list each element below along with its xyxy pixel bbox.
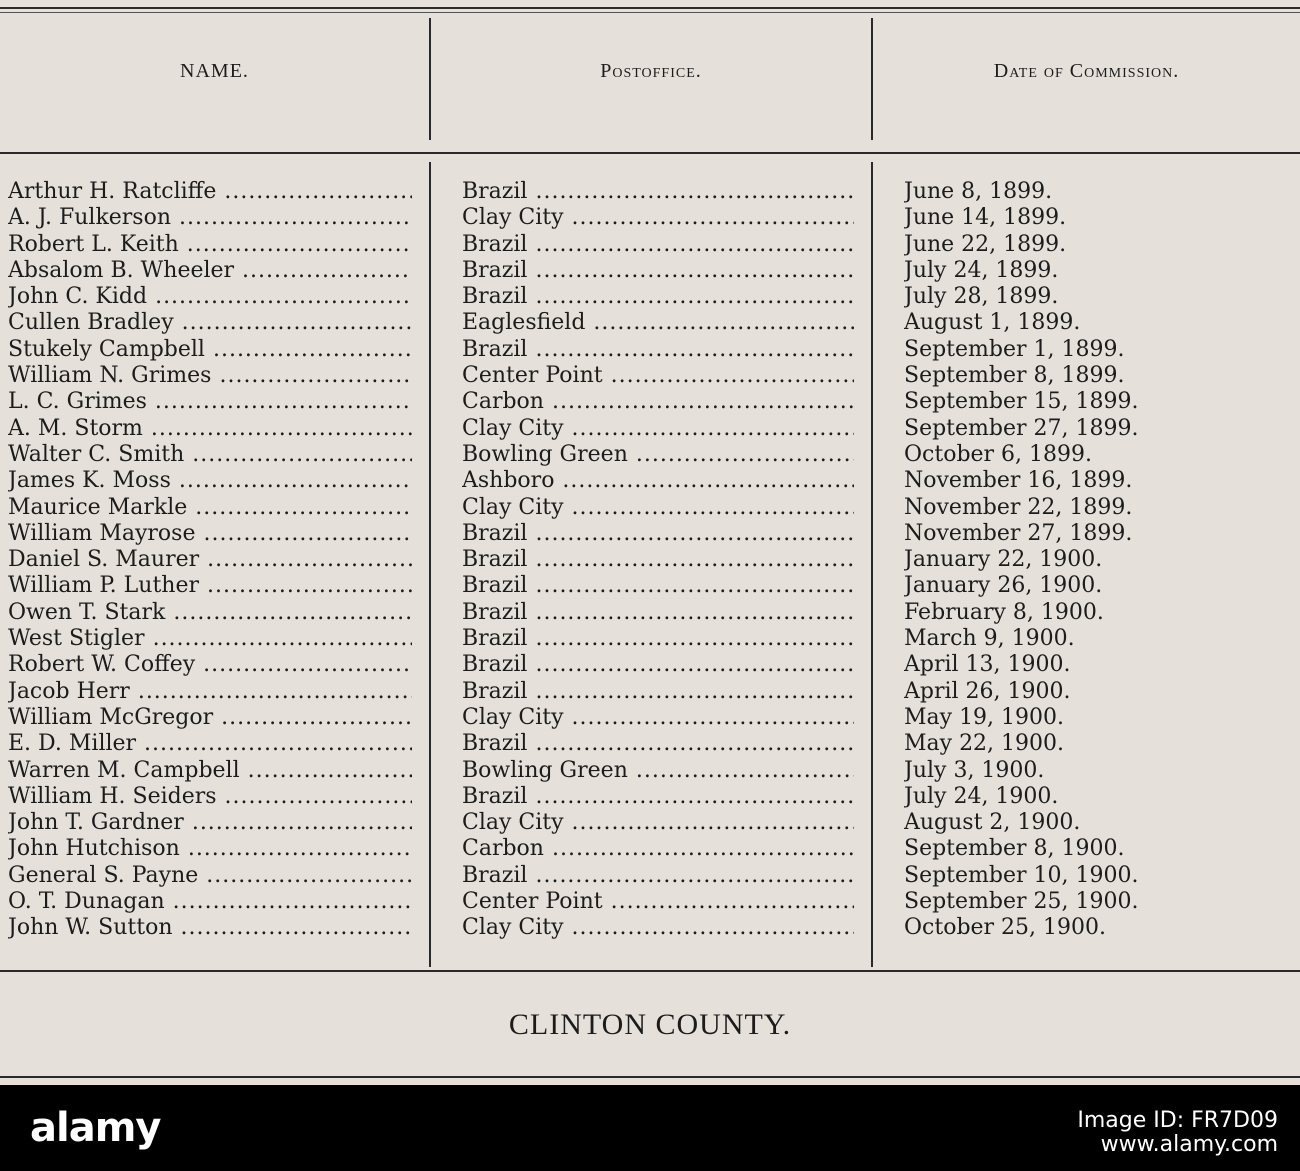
- name-cell-text: John C. Kidd: [8, 284, 148, 310]
- leader-dots: [198, 863, 412, 888]
- date-cell: [904, 758, 1294, 784]
- leader-dots: [184, 442, 412, 467]
- postoffice-cell-text: Center Point: [462, 889, 603, 915]
- postoffice-cell: [462, 705, 854, 731]
- leader-dots: [234, 258, 412, 283]
- leader-dots: [217, 784, 412, 809]
- postoffice-cell: [462, 889, 854, 915]
- leader-dots: [527, 573, 854, 598]
- name-cell-text: William McGregor: [8, 704, 214, 730]
- name-cell: [8, 468, 412, 494]
- leader-dots: [564, 205, 854, 230]
- name-cell-text: William Mayrose: [8, 520, 196, 546]
- column-header-postoffice: Postoffice.: [600, 60, 702, 82]
- alamy-logo: alamy: [30, 1105, 161, 1151]
- leader-dots: [165, 600, 412, 625]
- leader-dots: [628, 758, 854, 783]
- date-cell-text: September 10, 1900.: [904, 862, 1139, 888]
- postoffice-cell: [462, 652, 854, 678]
- name-column: [8, 179, 412, 942]
- postoffice-cell: [462, 547, 854, 573]
- leader-dots: [136, 731, 412, 756]
- name-cell-text: Warren M. Campbell: [8, 757, 240, 783]
- postoffice-cell: [462, 389, 854, 415]
- date-cell-text: June 14, 1899.: [904, 205, 1067, 231]
- date-column: [904, 179, 1294, 942]
- postoffice-cell: [462, 363, 854, 389]
- name-cell: [8, 573, 412, 599]
- postoffice-cell: [462, 258, 854, 284]
- date-cell-text: April 26, 1900.: [904, 678, 1071, 704]
- name-cell: [8, 416, 412, 442]
- leader-dots: [205, 337, 412, 362]
- postoffice-cell-text: Brazil: [462, 179, 528, 204]
- name-cell-text: O. T. Dunagan: [8, 889, 165, 915]
- name-cell: [8, 442, 412, 468]
- name-cell: [8, 205, 412, 231]
- leader-dots: [527, 337, 854, 362]
- date-cell: [904, 705, 1294, 731]
- postoffice-cell-text: Center Point: [462, 363, 603, 389]
- date-cell-text: July 3, 1900.: [904, 757, 1045, 783]
- name-cell: [8, 258, 412, 284]
- leader-dots: [603, 363, 854, 388]
- leader-dots: [165, 889, 412, 914]
- name-cell-text: Absalom B. Wheeler: [8, 257, 235, 283]
- date-cell: [904, 310, 1294, 336]
- name-cell-text: Arthur H. Ratcliffe: [8, 179, 217, 204]
- image-id-text: Image ID: FR7D09: [1077, 1108, 1278, 1133]
- date-cell-text: July 24, 1900.: [904, 783, 1059, 809]
- name-cell: [8, 363, 412, 389]
- name-cell: [8, 863, 412, 889]
- leader-dots: [527, 232, 854, 257]
- leader-dots: [564, 495, 854, 520]
- name-cell: [8, 521, 412, 547]
- postoffice-cell: [462, 626, 854, 652]
- postoffice-cell: [462, 179, 854, 205]
- leader-dots: [195, 521, 412, 546]
- date-cell: [904, 232, 1294, 258]
- postoffice-cell: [462, 284, 854, 310]
- postoffice-cell-text: Brazil: [462, 652, 528, 678]
- date-cell: [904, 652, 1294, 678]
- name-cell-text: Walter C. Smith: [8, 441, 185, 467]
- date-cell-text: June 8, 1899.: [904, 179, 1053, 204]
- name-cell: [8, 731, 412, 757]
- date-cell-text: July 24, 1899.: [904, 257, 1059, 283]
- date-cell: [904, 442, 1294, 468]
- postoffice-cell-text: Brazil: [462, 573, 528, 599]
- postoffice-cell-text: Eaglesfield: [462, 310, 586, 336]
- postoffice-cell-text: Clay City: [462, 205, 564, 231]
- leader-dots: [147, 284, 412, 309]
- date-cell: [904, 337, 1294, 363]
- date-cell: [904, 836, 1294, 862]
- leader-dots: [527, 600, 854, 625]
- date-cell: [904, 626, 1294, 652]
- postoffice-cell-text: Brazil: [462, 336, 528, 362]
- postoffice-cell: [462, 521, 854, 547]
- postoffice-cell-text: Brazil: [462, 257, 528, 283]
- postoffice-cell: [462, 573, 854, 599]
- postoffice-cell: [462, 915, 854, 941]
- date-cell: [904, 731, 1294, 757]
- postoffice-cell: [462, 495, 854, 521]
- postoffice-cell: [462, 836, 854, 862]
- leader-dots: [527, 284, 854, 309]
- date-cell-text: September 1, 1899.: [904, 336, 1125, 362]
- column-header-date: Date of Commission.: [993, 60, 1180, 82]
- date-cell: [904, 810, 1294, 836]
- postoffice-cell: [462, 310, 854, 336]
- column-header-name: NAME.: [180, 60, 249, 82]
- leader-dots: [130, 679, 412, 704]
- name-cell: [8, 626, 412, 652]
- postoffice-cell-text: Bowling Green: [462, 441, 628, 467]
- name-cell-text: William H. Seiders: [8, 783, 217, 809]
- name-cell-text: William N. Grimes: [8, 363, 212, 389]
- name-cell-text: L. C. Grimes: [8, 389, 147, 415]
- postoffice-cell-text: Brazil: [462, 731, 528, 757]
- leader-dots: [564, 705, 854, 730]
- leader-dots: [143, 416, 412, 441]
- name-cell: [8, 389, 412, 415]
- date-cell: [904, 863, 1294, 889]
- name-cell-text: West Stigler: [8, 626, 145, 652]
- leader-dots: [628, 442, 854, 467]
- postoffice-cell-text: Brazil: [462, 626, 528, 652]
- postoffice-cell-text: Clay City: [462, 415, 564, 441]
- county-heading: CLINTON COUNTY.: [508, 1008, 792, 1041]
- postoffice-cell: [462, 758, 854, 784]
- date-cell-text: November 27, 1899.: [904, 520, 1133, 546]
- date-cell-text: October 6, 1899.: [904, 441, 1093, 467]
- leader-dots: [527, 863, 854, 888]
- name-cell-text: Owen T. Stark: [8, 599, 166, 625]
- date-cell: [904, 521, 1294, 547]
- postoffice-cell-text: Ashboro: [462, 468, 555, 494]
- leader-dots: [179, 232, 412, 257]
- postoffice-cell: [462, 784, 854, 810]
- leader-dots: [199, 547, 412, 572]
- name-cell: [8, 495, 412, 521]
- name-cell: [8, 705, 412, 731]
- date-cell: [904, 600, 1294, 626]
- name-cell-text: Daniel S. Maurer: [8, 547, 200, 573]
- date-cell-text: September 25, 1900.: [904, 889, 1139, 915]
- leader-dots: [195, 652, 412, 677]
- postoffice-cell: [462, 232, 854, 258]
- name-cell-text: Robert L. Keith: [8, 231, 179, 257]
- leader-dots: [527, 179, 854, 204]
- name-cell-text: James K. Moss: [8, 468, 171, 494]
- name-cell-text: John W. Sutton: [8, 915, 173, 941]
- name-cell: [8, 836, 412, 862]
- leader-dots: [145, 626, 412, 651]
- name-cell-text: General S. Payne: [8, 862, 199, 888]
- bottom-rule: [0, 1076, 1300, 1078]
- name-cell-text: Jacob Herr: [8, 678, 130, 704]
- name-cell-text: A. M. Storm: [8, 415, 143, 441]
- name-cell: [8, 337, 412, 363]
- leader-dots: [527, 679, 854, 704]
- date-cell: [904, 468, 1294, 494]
- name-cell-text: Cullen Bradley: [8, 310, 174, 336]
- name-cell: [8, 652, 412, 678]
- date-cell: [904, 284, 1294, 310]
- date-cell-text: February 8, 1900.: [904, 599, 1104, 625]
- date-cell-text: August 2, 1900.: [904, 810, 1081, 836]
- leader-dots: [527, 258, 854, 283]
- postoffice-cell-text: Brazil: [462, 284, 528, 310]
- postoffice-cell-text: Brazil: [462, 599, 528, 625]
- leader-dots: [527, 784, 854, 809]
- name-cell-text: John T. Gardner: [8, 810, 184, 836]
- date-cell: [904, 205, 1294, 231]
- leader-dots: [171, 468, 412, 493]
- date-cell-text: September 15, 1899.: [904, 389, 1139, 415]
- date-cell: [904, 363, 1294, 389]
- leader-dots: [544, 836, 854, 861]
- postoffice-cell: [462, 731, 854, 757]
- name-cell-text: William P. Luther: [8, 573, 199, 599]
- date-cell-text: May 22, 1900.: [904, 731, 1065, 757]
- postoffice-cell: [462, 863, 854, 889]
- leader-dots: [174, 310, 412, 335]
- date-cell-text: September 27, 1899.: [904, 415, 1139, 441]
- name-cell: [8, 889, 412, 915]
- postoffice-cell-text: Carbon: [462, 389, 544, 415]
- date-cell: [904, 889, 1294, 915]
- leader-dots: [240, 758, 412, 783]
- postoffice-cell: [462, 679, 854, 705]
- postoffice-cell-text: Clay City: [462, 494, 564, 520]
- postoffice-cell-text: Brazil: [462, 862, 528, 888]
- leader-dots: [603, 889, 854, 914]
- postoffice-cell: [462, 205, 854, 231]
- date-cell-text: October 25, 1900.: [904, 915, 1107, 941]
- postoffice-cell: [462, 468, 854, 494]
- name-cell: [8, 784, 412, 810]
- name-cell: [8, 232, 412, 258]
- name-cell: [8, 310, 412, 336]
- postoffice-cell-text: Brazil: [462, 520, 528, 546]
- leader-dots: [585, 310, 854, 335]
- leader-dots: [184, 810, 412, 835]
- image-id: [1077, 1109, 1278, 1157]
- date-cell-text: September 8, 1900.: [904, 836, 1125, 862]
- leader-dots: [180, 836, 412, 861]
- postoffice-cell-text: Brazil: [462, 783, 528, 809]
- top-rule-thin: [0, 12, 1300, 13]
- postoffice-column: [462, 179, 854, 942]
- postoffice-cell: [462, 600, 854, 626]
- leader-dots: [216, 179, 412, 204]
- name-cell: [8, 547, 412, 573]
- name-cell-text: E. D. Miller: [8, 731, 137, 757]
- name-cell-text: Stukely Campbell: [8, 336, 205, 362]
- leader-dots: [211, 363, 412, 388]
- leader-dots: [213, 705, 412, 730]
- leader-dots: [564, 416, 854, 441]
- leader-dots: [527, 652, 854, 677]
- name-cell-text: Maurice Markle: [8, 494, 188, 520]
- postoffice-cell: [462, 337, 854, 363]
- postoffice-cell-text: Clay City: [462, 810, 564, 836]
- date-cell: [904, 389, 1294, 415]
- postoffice-cell-text: Brazil: [462, 231, 528, 257]
- date-cell-text: November 16, 1899.: [904, 468, 1133, 494]
- date-cell-text: April 13, 1900.: [904, 652, 1071, 678]
- date-cell: [904, 784, 1294, 810]
- leader-dots: [544, 389, 854, 414]
- leader-dots: [564, 915, 854, 940]
- date-cell-text: August 1, 1899.: [904, 310, 1081, 336]
- date-cell: [904, 573, 1294, 599]
- header-rule: [0, 152, 1300, 154]
- watermark-footer: [0, 1085, 1300, 1171]
- name-cell-text: Robert W. Coffey: [8, 652, 196, 678]
- date-cell-text: July 28, 1899.: [904, 284, 1059, 310]
- name-cell: [8, 284, 412, 310]
- postoffice-cell-text: Brazil: [462, 547, 528, 573]
- postoffice-cell: [462, 416, 854, 442]
- leader-dots: [171, 205, 412, 230]
- leader-dots: [564, 810, 854, 835]
- name-cell: [8, 679, 412, 705]
- date-cell-text: January 22, 1900.: [904, 547, 1103, 573]
- name-cell: [8, 600, 412, 626]
- date-cell-text: September 8, 1899.: [904, 363, 1125, 389]
- postoffice-cell-text: Bowling Green: [462, 757, 628, 783]
- column-divider-1-body: [429, 162, 431, 967]
- date-cell-text: November 22, 1899.: [904, 494, 1133, 520]
- leader-dots: [527, 731, 854, 756]
- date-cell-text: March 9, 1900.: [904, 626, 1075, 652]
- postoffice-cell-text: Clay City: [462, 915, 564, 941]
- site-url: www.alamy.com: [1100, 1132, 1278, 1157]
- top-rule: [0, 7, 1300, 9]
- leader-dots: [527, 547, 854, 572]
- leader-dots: [199, 573, 412, 598]
- postoffice-cell-text: Brazil: [462, 678, 528, 704]
- postoffice-cell-text: Carbon: [462, 836, 544, 862]
- leader-dots: [527, 626, 854, 651]
- date-cell-text: May 19, 1900.: [904, 704, 1065, 730]
- date-cell-text: January 26, 1900.: [904, 573, 1103, 599]
- name-cell: [8, 915, 412, 941]
- date-cell: [904, 495, 1294, 521]
- postoffice-cell: [462, 442, 854, 468]
- date-cell: [904, 179, 1294, 205]
- leader-dots: [172, 915, 412, 940]
- leader-dots: [554, 468, 854, 493]
- column-divider-2-body: [871, 162, 873, 967]
- leader-dots: [527, 521, 854, 546]
- name-cell: [8, 810, 412, 836]
- leader-dots: [147, 389, 412, 414]
- date-cell: [904, 258, 1294, 284]
- postoffice-cell-text: Clay City: [462, 704, 564, 730]
- table-bottom-rule: [0, 970, 1300, 972]
- date-cell: [904, 547, 1294, 573]
- leader-dots: [187, 495, 412, 520]
- name-cell-text: A. J. Fulkerson: [8, 205, 172, 231]
- date-cell-text: June 22, 1899.: [904, 231, 1067, 257]
- name-cell: [8, 758, 412, 784]
- date-cell: [904, 416, 1294, 442]
- name-cell-text: John Hutchison: [8, 836, 180, 862]
- date-cell: [904, 679, 1294, 705]
- date-cell: [904, 915, 1294, 941]
- name-cell: [8, 179, 412, 205]
- postoffice-cell: [462, 810, 854, 836]
